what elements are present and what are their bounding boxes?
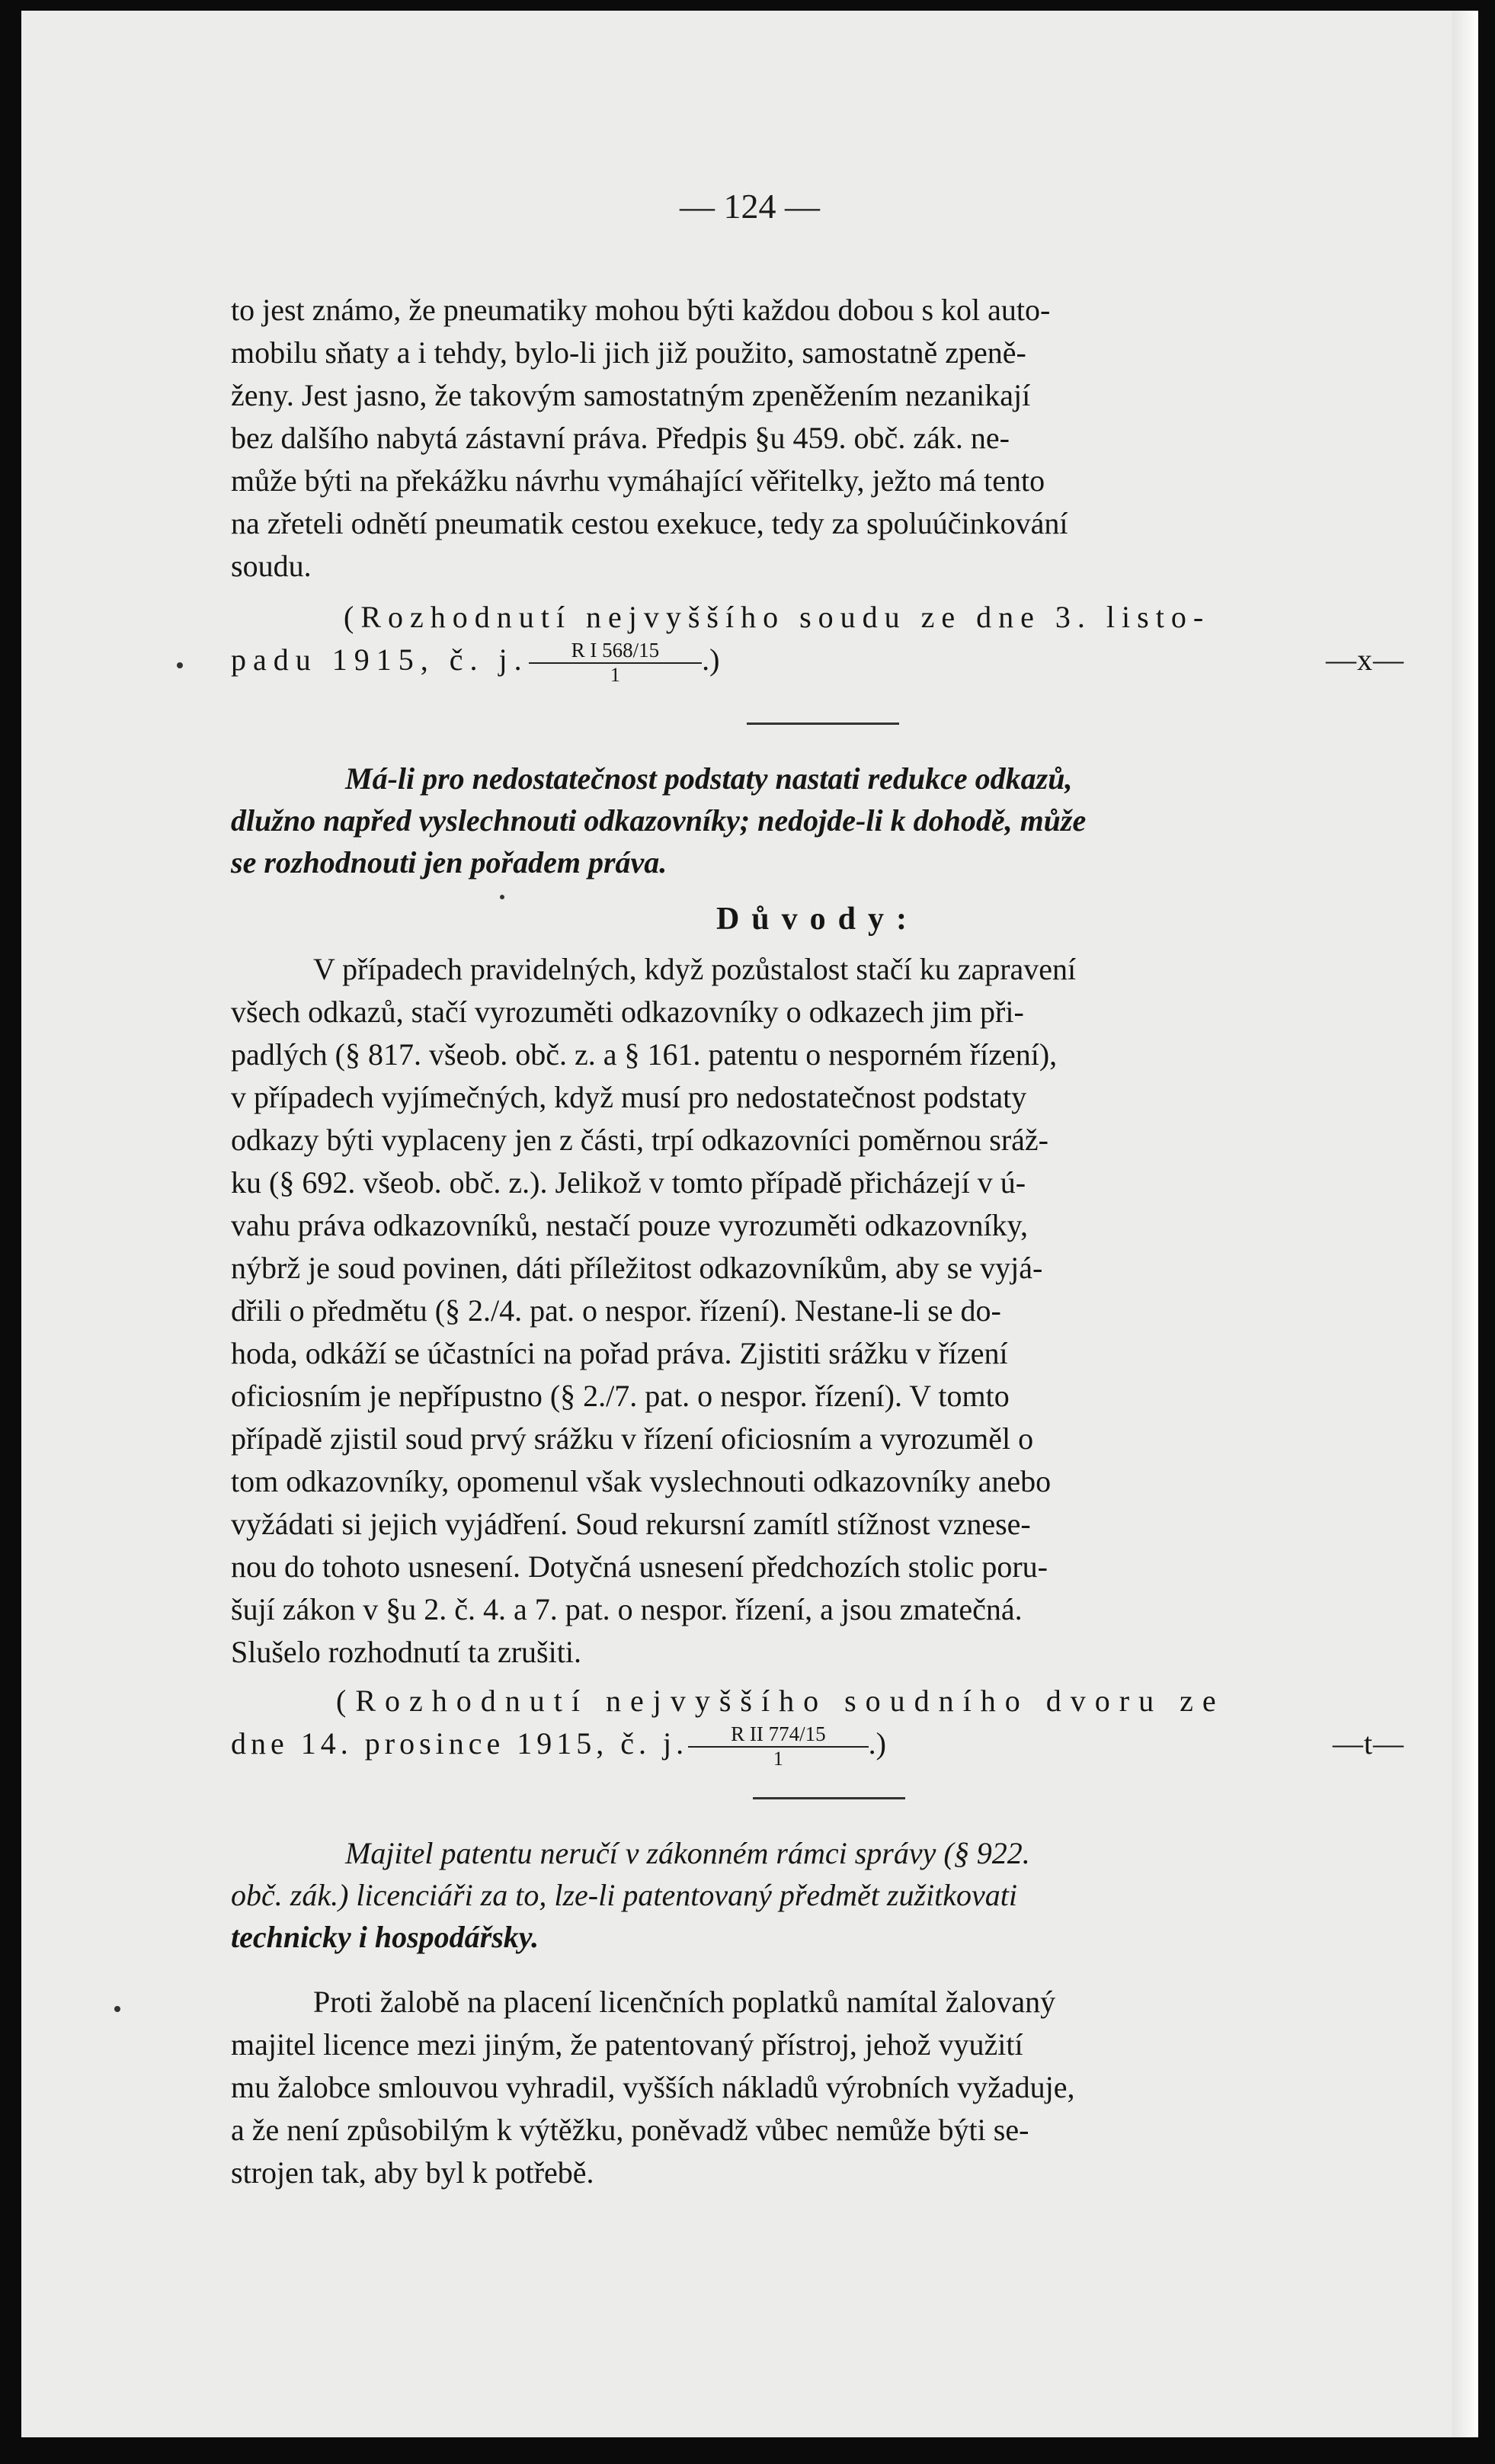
paragraph-2 (231, 948, 1404, 1674)
paragraph-3 (231, 1981, 1404, 2194)
p2-line: v případech vyjímečných, když musí pro nedostatečnost podstaty (231, 1080, 1027, 1114)
scan-speck (177, 662, 183, 668)
p2-line: padlých (§ 817. všeob. obč. z. a § 161. patentu o nesporném řízení), (231, 1037, 1058, 1072)
citation-1-line1: (Rozhodnutí nejvyššího soudu ze dne 3. listo- (344, 600, 1211, 634)
p2-line: oficiosním je nepřípustno (§ 2./7. pat. o nespor. řízení). V tomto (231, 1379, 1010, 1413)
case-denominator: 1 (773, 1748, 783, 1770)
case-number-fraction (529, 640, 703, 685)
p2-line: dřili o předmětu (§ 2./4. pat. o nespor. řízení). Nestane-li se do- (231, 1293, 1001, 1328)
headnote-3-line: obč. zák.) licenciáři za to, lze-li patentovaný předmět zužitkovati (231, 1878, 1017, 1912)
headnote-3-line: technicky i hospodářsky. (231, 1920, 539, 1954)
p1-line: na zřeteli odnětí pneumatik cestou exekuce, tedy za spoluúčinkování (231, 506, 1068, 540)
citation-2-suffix: .) (868, 1726, 886, 1761)
case-number: R I 568/15 (529, 640, 703, 664)
case-denominator: 1 (610, 664, 620, 687)
p2-line: všech odkazů, stačí vyrozuměti odkazovníky o odkazech jim při- (231, 995, 1024, 1029)
p1-line: může býti na překážku návrhu vymáhající věřitelky, ježto má tento (231, 463, 1045, 498)
p1-line: soudu. (231, 549, 312, 583)
p3-line: strojen tak, aby byl k potřebě. (231, 2155, 594, 2190)
p1-line: to jest známo, že pneumatiky mohou býti každou dobou s kol auto- (231, 293, 1051, 327)
p2-line: V případech pravidelných, když pozůstalost stačí ku zapravení (313, 952, 1077, 986)
p1-line: ženy. Jest jasno, že takovým samostatným zpeněžením nezanikají (231, 378, 1031, 412)
scanned-page (21, 11, 1478, 2437)
p2-line: hoda, odkáží se účastníci na pořad práva. Zjistiti srážku v řízení (231, 1336, 1008, 1370)
scan-speck (500, 895, 504, 899)
p3-line: Proti žalobě na placení licenčních poplatků namítal žalovaný (313, 1985, 1056, 2019)
citation-1-suffix: .) (702, 642, 720, 677)
p2-line: odkazy býti vyplaceny jen z části, trpí odkazovníci poměrnou sráž- (231, 1123, 1048, 1157)
p2-line: Slušelo rozhodnutí ta zrušiti. (231, 1635, 581, 1669)
reasons-heading: Důvody: (715, 902, 920, 937)
headnote-3 (231, 1832, 1404, 1958)
section-divider (747, 723, 899, 725)
case-number-fraction (688, 1724, 869, 1769)
citation-2 (231, 1680, 1404, 1769)
headnote-2 (231, 758, 1404, 883)
p2-line: vahu práva odkazovníků, nestačí pouze vyrozuměti odkazovníky, (231, 1208, 1028, 1242)
p3-line: mu žalobce smlouvou vyhradil, vyšších nákladů výrobních vyžaduje, (231, 2070, 1075, 2104)
p3-line: a že není způsobilým k výtěžku, poněvadž vůbec nemůže býti se- (231, 2113, 1029, 2147)
reasons-heading-block (231, 901, 1404, 937)
author-signature-x: —x— (1326, 642, 1404, 677)
citation-1-prefix: padu 1915, č. j. (231, 642, 529, 677)
page-number: — 124 — (680, 187, 820, 226)
p1-line: mobilu sňaty a i tehdy, bylo-li jich již použito, samostatně zpeně- (231, 335, 1026, 370)
p2-line: šují zákon v §u 2. č. 4. a 7. pat. o nespor. řízení, a jsou zmatečná. (231, 1592, 1023, 1626)
case-number: R II 774/15 (688, 1724, 869, 1748)
author-signature-t: —t— (1332, 1726, 1404, 1761)
headnote-3-line: Majitel patentu neručí v zákonném rámci správy (§ 922. (345, 1836, 1030, 1870)
p2-line: případě zjistil soud prvý srážku v řízení oficiosním a vyrozuměl o (231, 1421, 1034, 1456)
citation-1-line2 (231, 639, 1404, 685)
citation-2-prefix: dne 14. prosince 1915, č. j. (231, 1726, 689, 1761)
headnote-2-line: Má-li pro nedostatečnost podstaty nastati redukce odkazů, (345, 761, 1073, 796)
p2-line: vyžádati si jejich vyjádření. Soud rekursní zamítl stížnost vznese- (231, 1507, 1031, 1541)
p3-line: majitel licence mezi jiným, že patentovaný přístroj, jehož využití (231, 2027, 1023, 2062)
paragraph-1 (231, 289, 1404, 588)
citation-2-line2 (231, 1722, 1404, 1769)
citation-1 (231, 596, 1404, 685)
p2-line: tom odkazovníky, opomenul však vyslechnouti odkazovníky anebo (231, 1464, 1052, 1498)
citation-2-line1: (Rozhodnutí nejvyššího soudního dvoru ze (336, 1684, 1225, 1718)
headnote-2-line: se rozhodnouti jen pořadem práva. (231, 845, 667, 880)
headnote-2-line: dlužno napřed vyslechnouti odkazovníky; nedojde-li k dohodě, může (231, 803, 1087, 838)
p1-line: bez dalšího nabytá zástavní práva. Předpis §u 459. obč. zák. ne- (231, 421, 1010, 455)
scan-speck (114, 2006, 120, 2012)
p2-line: nou do tohoto usnesení. Dotyčná usnesení předchozích stolic poru- (231, 1549, 1048, 1584)
page-edge (1452, 11, 1478, 2437)
p2-line: nýbrž je soud povinen, dáti příležitost odkazovníkům, aby se vyjá- (231, 1251, 1043, 1285)
section-divider (753, 1797, 905, 1799)
p2-line: ku (§ 692. všeob. obč. z.). Jelikož v tomto případě přicházejí v ú- (231, 1165, 1026, 1200)
